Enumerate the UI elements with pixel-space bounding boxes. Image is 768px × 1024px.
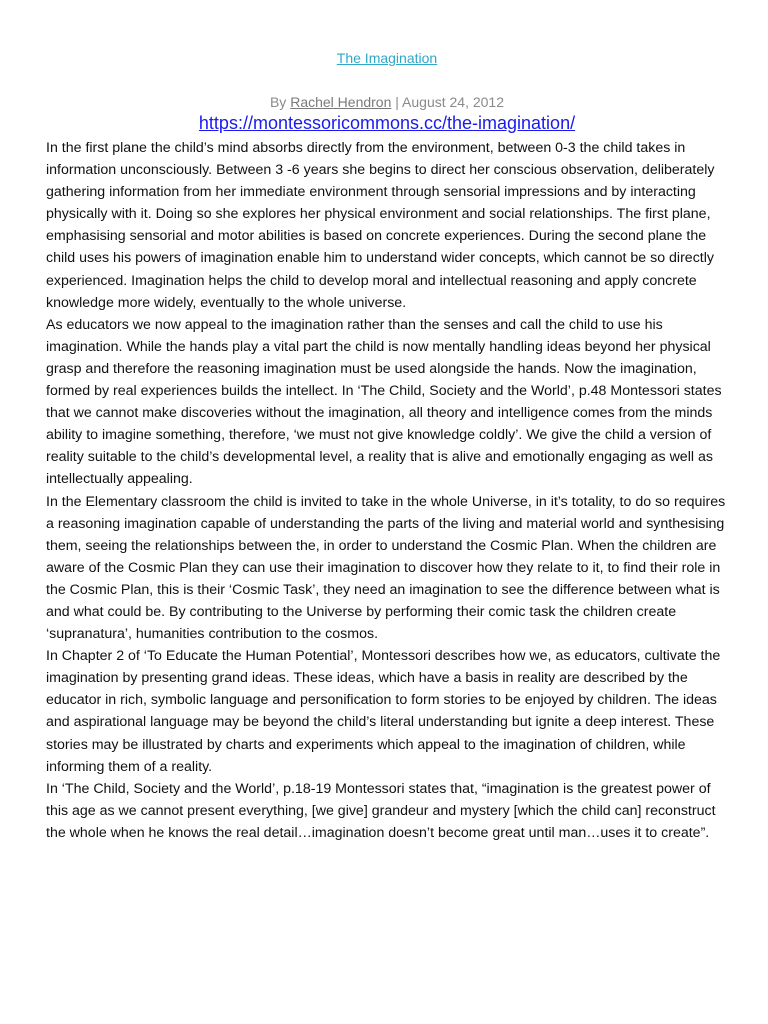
document-title — [46, 48, 728, 68]
paragraph: As educators we now appeal to the imagination rather than the senses and call the child to use his imagination. While the hands play a vital part the child is now mentally handling ideas beyond her physical grasp and therefore the reasoning imagination must be used alongside the hands. Now the imagination, formed by real experiences builds the intellect. In ‘The Child, Society and the World’, p.48 Montessori states that we cannot make discoveries without the imagination, all theory and intelligence comes from the minds ability to imagine something, therefore, ‘we must not give knowledge coldly’. We give the child a version of reality suitable to the child’s developmental level, a reality that is alive and emotionally engaging as well as intellectually appealing. — [46, 316, 722, 488]
source-url-link[interactable]: https://montessoricommons.cc/the-imagination/ — [198, 113, 576, 133]
article-body — [46, 137, 728, 844]
byline — [46, 93, 728, 111]
publish-date: August 24, 2012 — [402, 94, 505, 110]
paragraph: In ‘The Child, Society and the World’, p.18-19 Montessori states that, “imagination is the greatest power of this age as we cannot present everything, [we give] grandeur and mystery [which the child can] reconstruct the whole when he knows the real detail…imagination doesn’t become great until man…uses it to create”. — [46, 780, 716, 841]
byline-prefix: By — [269, 94, 287, 110]
paragraph: In Chapter 2 of ‘To Educate the Human Potential’, Montessori describes how we, as educators, cultivate the imagination by presenting grand ideas. These ideas, which have a basis in reality are described by the educator in rich, symbolic language and personification to form stories to be enjoyed by children. The ideas and aspirational language may be beyond the child’s literal understanding but ignite a deep interest. These stories may be illustrated by charts and experiments which appeal to the imagination of children, while informing them of a reality. — [46, 648, 721, 775]
paragraph: In the Elementary classroom the child is invited to take in the whole Universe, in it’s totality, to do so requires a reasoning imagination capable of understanding the parts of the living and material world and synthesising them, seeing the relationships between the, in order to understand the Cosmic Plan. When the children are aware of the Cosmic Plan they can use their imagination to discover how they relate to it, to find their role in the Cosmic Plan, this is their ‘Cosmic Task’, they need an imagination to see the difference between what is and what could be. By contributing to the Universe by performing their comic task the children create ‘supranatura’, humanities contribution to the cosmos. — [46, 493, 726, 643]
title-link[interactable]: The Imagination — [336, 50, 438, 66]
byline-separator: | — [395, 94, 399, 110]
paragraph: In the first plane the child’s mind absorbs directly from the environment, between 0-3 the child takes in information unconsciously. Between 3 -6 years she begins to direct her conscious observation, deliberately gathering information from her immediate environment through sensorial impressions and by interacting physically with it. Doing so she explores her physical environment and social relationships. The first plane, emphasising sensorial and motor abilities is based on concrete experiences. During the second plane the child uses his powers of imagination enable him to understand wider concepts, which cannot be so directly experienced. Imagination helps the child to develop moral and intellectual reasoning and apply concrete knowledge more widely, eventually to the whole universe. — [46, 140, 715, 311]
source-url — [46, 111, 728, 135]
author-link[interactable]: Rachel Hendron — [290, 94, 392, 110]
